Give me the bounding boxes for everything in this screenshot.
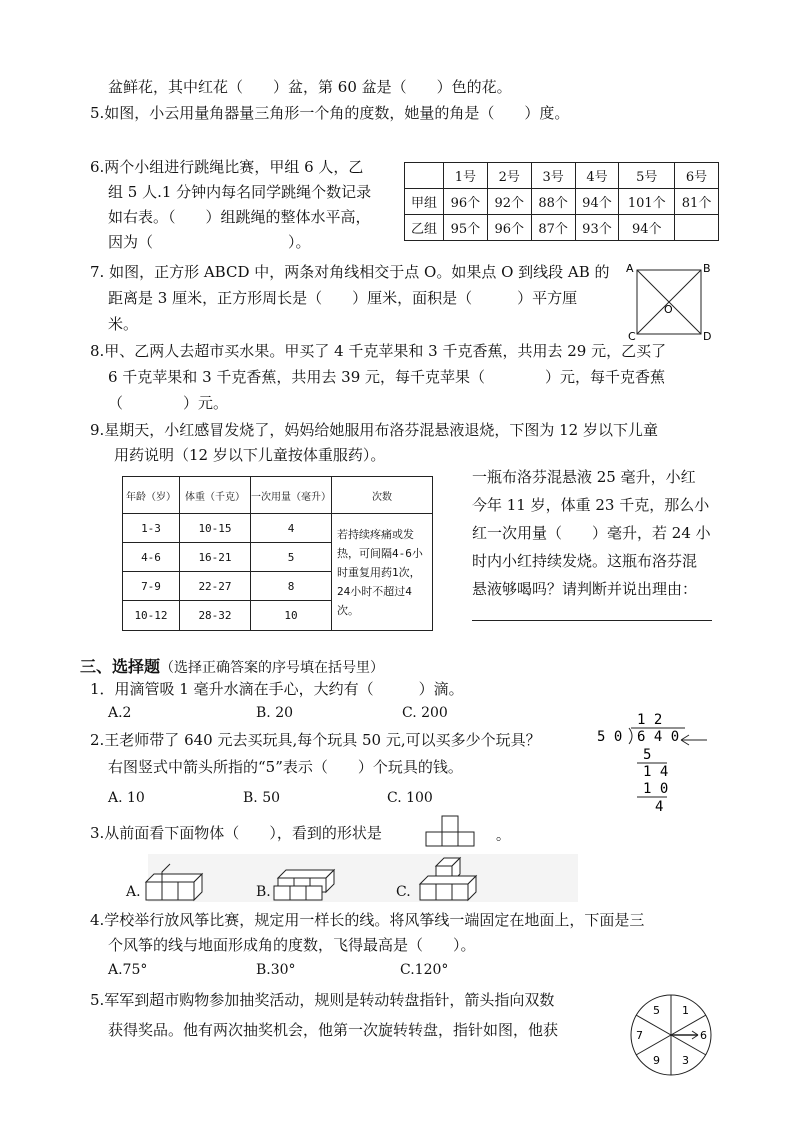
square-diagram [624, 260, 716, 342]
choice-1-b: B. 20 [256, 705, 294, 721]
question-7-line1: 7. 如图，正方形 ABCD 中，两条对角线相交于点 O。如果点 O 到线段 AB 的 [90, 263, 610, 281]
choice-4-b: B.30° [256, 962, 296, 978]
question-7-line3: 米。 [108, 315, 139, 333]
table-cell: 93个 [575, 215, 619, 241]
table-cell: 10-15 [180, 514, 251, 543]
dosage-table [122, 476, 433, 631]
choice-question-4-line2: 个风筝的线与地面形成角的度数，飞得最高是（ ）。 [108, 936, 476, 954]
spinner-number: 1 [682, 1004, 689, 1017]
choice-1-a: A.2 [108, 705, 132, 721]
choice-4-c: C.120° [400, 962, 449, 978]
table-cell: 乙组 [405, 215, 444, 241]
choice-question-4-line1: 4.学校举行放风筝比赛，规定用一样长的线。将风筝线一端固定在地面上，下面是三 [90, 911, 645, 929]
label-d: D [703, 330, 712, 343]
division-dividend: 6 4 0 [637, 729, 680, 745]
table-cell [405, 163, 444, 189]
question-9-right4: 时内小红持续发烧。这瓶布洛芬混 [472, 552, 698, 570]
choice-question-5-line1: 5.军军到超市购物参加抽奖活动，规则是转动转盘指针，箭头指向双数 [90, 991, 555, 1009]
table-cell: 3号 [531, 163, 575, 189]
table-cell: 年龄（岁） [123, 477, 180, 514]
choice-3-c: C. [396, 884, 411, 900]
division-step3: 1 0 [643, 781, 669, 797]
question-9-right5: 悬液够喝吗？请判断并说出理由： [472, 580, 698, 598]
division-divisor: 5 0 [597, 729, 623, 745]
table-cell: 81个 [675, 189, 719, 215]
front-view-shape [424, 814, 510, 848]
choice-4-a: A.75° [108, 962, 148, 978]
question-6-line1: 6.两个小组进行跳绳比赛，甲组 6 人，乙 [90, 158, 364, 176]
table-cell: 4号 [575, 163, 619, 189]
choice-3-a: A. [126, 884, 141, 900]
spinner-number: 7 [636, 1029, 643, 1042]
table-cell: 2号 [487, 163, 531, 189]
jump-rope-table [404, 162, 719, 241]
table-row [123, 477, 433, 514]
long-division-figure [593, 710, 711, 814]
question-6-line4: 因为（ ）。 [108, 233, 311, 251]
view-square [442, 816, 458, 832]
spinner-number: 5 [653, 1004, 660, 1017]
table-row [405, 163, 719, 189]
label-a: A [626, 262, 634, 275]
answer-line [472, 620, 712, 621]
question-5: 5.如图，小云用量角器量三角形一个角的度数，她量的角是（ ）度。 [90, 104, 570, 122]
division-step1: 5 [643, 747, 652, 763]
table-cell: 94个 [575, 189, 619, 215]
choice-2-b: B. 50 [243, 790, 281, 806]
question-9-right3: 红一次用量（ ）毫升，若 24 小 [472, 524, 711, 542]
view-square [458, 832, 474, 846]
table-cell: 92个 [487, 189, 531, 215]
table-row [123, 514, 433, 543]
table-cell: 96个 [487, 215, 531, 241]
question-9-line2: 用药说明（12 岁以下儿童按体重服药）。 [114, 446, 386, 464]
question-8-line2: 6 千克苹果和 3 千克香蕉，共用去 39 元，每千克苹果（ ）元，每千克香蕉 [108, 368, 666, 386]
table-row [405, 189, 719, 215]
division-bracket [629, 728, 632, 744]
section-3-header [80, 654, 384, 677]
choice-question-2-line2: 右图竖式中箭头所指的“5”表示（ ）个玩具的钱。 [108, 758, 463, 776]
spinner-figure [628, 992, 714, 1078]
division-remainder: 4 [655, 799, 664, 815]
question-8-line1: 8.甲、乙两人去超市买水果。甲买了 4 千克苹果和 3 千克香蕉，共用去 29 元，乙买了 [90, 342, 667, 360]
table-cell: 22-27 [180, 572, 251, 601]
dosage-note: 若持续疼痛或发热，可间隔4-6小时重复用药1次，24小时不超过4次。 [332, 514, 433, 631]
question-6-line3: 如右表。（ ）组跳绳的整体水平高， [108, 208, 371, 226]
table-cell: 7-9 [123, 572, 180, 601]
spinner-number: 9 [653, 1054, 660, 1067]
question-8-line3: （ ）元。 [108, 394, 229, 412]
table-cell: 甲组 [405, 189, 444, 215]
table-cell: 4-6 [123, 543, 180, 572]
view-square [426, 832, 442, 846]
cubes-option-c [416, 856, 492, 904]
choice-question-2-line1: 2.王老师带了 640 元去买玩具,每个玩具 50 元,可以买多少个玩具？ [90, 731, 541, 749]
division-step2: 1 4 [643, 764, 669, 780]
table-cell: 5号 [619, 163, 675, 189]
table-cell: 次数 [332, 477, 433, 514]
table-cell: 10-12 [123, 601, 180, 631]
choice-3-b: B. [256, 884, 271, 900]
table-cell: 88个 [531, 189, 575, 215]
table-cell: 10 [251, 601, 332, 631]
table-cell: 16-21 [180, 543, 251, 572]
choice-1-c: C. 200 [402, 705, 448, 721]
choice-2-c: C. 100 [387, 790, 433, 806]
choice-question-3: 3.从前面看下面物体（ ），看到的形状是 [90, 824, 382, 842]
table-cell: 1-3 [123, 514, 180, 543]
question-9-right2: 今年 11 岁，体重 23 千克，那么小 [472, 496, 710, 514]
choice-question-1: 1．用滴管吸 1 毫升水滴在手心，大约有（ ）滴。 [90, 680, 464, 698]
view-square [442, 832, 458, 846]
table-cell: 8 [251, 572, 332, 601]
question-6-line2: 组 5 人.1 分钟内每名同学跳绳个数记录 [108, 183, 372, 201]
spinner-number: 3 [682, 1054, 689, 1067]
table-cell: 1号 [444, 163, 488, 189]
table-cell: 101个 [619, 189, 675, 215]
table-row [405, 215, 719, 241]
table-cell: 96个 [444, 189, 488, 215]
spinner-number: 6 [700, 1029, 707, 1042]
section-3-title: 三、选择题 [80, 657, 161, 676]
question-7-line2: 距离是 3 厘米，正方形周长是（ ）厘米，面积是（ ）平方厘 [108, 289, 578, 307]
table-cell: 一次用量（毫升） [251, 477, 332, 514]
table-cell: 6号 [675, 163, 719, 189]
division-quotient: 1 2 [637, 712, 663, 728]
table-cell: 4 [251, 514, 332, 543]
period-mark: 。 [496, 828, 510, 844]
choice-question-5-line2: 获得奖品。他有两次抽奖机会，他第一次旋转转盘，指针如图，他获 [108, 1021, 559, 1039]
table-cell: 87个 [531, 215, 575, 241]
section-3-note: （选择正确答案的序号填在括号里） [160, 660, 385, 676]
question-9-right1: 一瓶布洛芬混悬液 25 毫升，小红 [472, 468, 696, 486]
table-cell: 5 [251, 543, 332, 572]
label-o: O [664, 303, 673, 316]
table-cell [675, 215, 719, 241]
choice-2-a: A. 10 [108, 790, 145, 806]
cubes-option-a [144, 868, 210, 904]
table-cell: 28-32 [180, 601, 251, 631]
table-cell: 95个 [444, 215, 488, 241]
question-9-line1: 9.星期天，小红感冒发烧了，妈妈给她服用布洛芬混悬液退烧，下图为 12 岁以下儿童 [90, 421, 658, 439]
label-c: C [628, 330, 636, 343]
cubes-background [148, 854, 578, 902]
table-cell: 体重（千克） [180, 477, 251, 514]
cubes-option-b [272, 868, 342, 904]
line-flowers: 盆鲜花，其中红花（ ）盆，第 60 盆是（ ）色的花。 [108, 78, 512, 96]
table-cell: 94个 [619, 215, 675, 241]
label-b: B [703, 262, 711, 275]
